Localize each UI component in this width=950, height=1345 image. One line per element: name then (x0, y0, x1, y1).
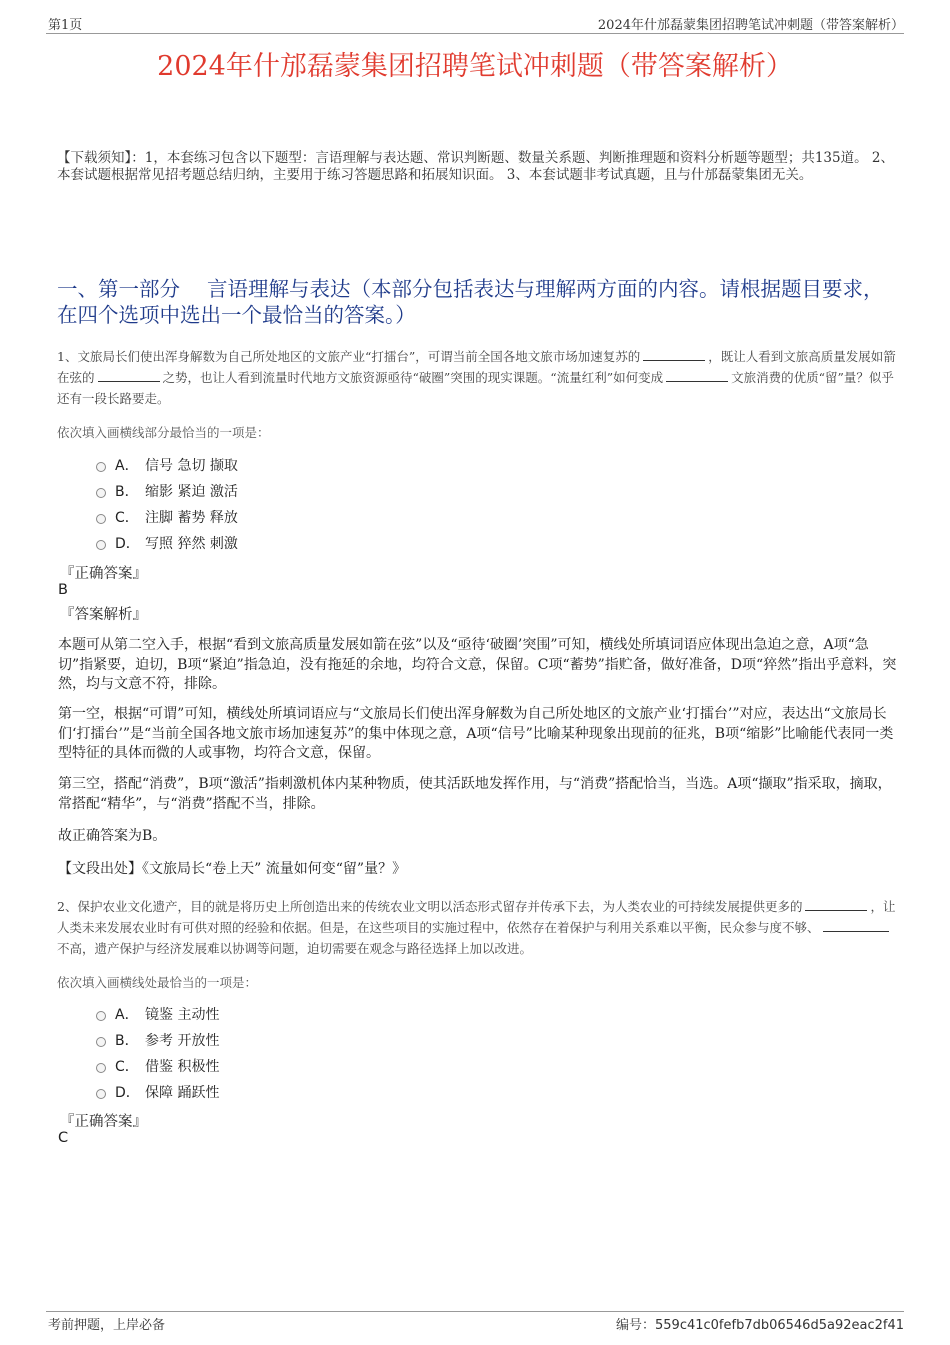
footer-slogan: 考前押题，上岸必备 (48, 1318, 166, 1333)
option-a[interactable]: A． 信号 急切 撷取 (96, 452, 238, 478)
analysis-paragraph: 第三空，搭配“消费”，B项“激活”指刺激机体内某种物质，使其活跃地发挥作用，与“消费”搭配恰当，当选。A项“撷取”指采取，摘取，常搭配“精华”，与“消费”搭配不当，排除。 (58, 776, 892, 812)
answer-label: 『正确答案』 (60, 1114, 147, 1130)
header-divider (46, 33, 904, 34)
page-number: 第1页 (48, 18, 83, 33)
blank-line (643, 348, 705, 361)
blank-line (823, 919, 889, 932)
analysis-label: 『答案解析』 (60, 607, 147, 623)
option-d[interactable]: D． 写照 猝然 刺激 (96, 530, 238, 556)
option-c[interactable]: C． 借鉴 积极性 (96, 1053, 219, 1079)
analysis-paragraph: 第一空，根据“可谓”可知，横线处所填词语应与“文旅局长们使出浑身解数为自己所处地区的文旅产业‘打擂台’”对应，表达出“文旅局长们‘打擂台’”是“当前全国各地文旅市场加速复苏”的集中体现之意，A项“信号”比喻某种现象出现前的征兆，B项“缩影”比喻能代表同一类型特征的具体而微的人或事物，均符合文意，保留。 (58, 706, 894, 761)
radio-icon[interactable] (96, 1089, 106, 1099)
analysis-paragraph: 本题可从第二空入手，根据“看到文旅高质量发展如箭在弦”以及“亟待‘破圈’突围”可知，横线处所填词语应体现出急迫之意，A项“急切”指紧要，迫切，B项“紧迫”指急迫，没有拖延的余地，均符合文意，保留。C项“蓄势”指贮备，做好准备，D项“猝然”指出乎意料，突然，均与文意不符，排除。 (58, 637, 897, 692)
blank-line (666, 369, 728, 382)
footer-divider (46, 1311, 904, 1312)
question-2-prompt: 依次填入画横线处最恰当的一项是： (57, 975, 258, 990)
option-d[interactable]: D． 保障 踊跃性 (96, 1079, 219, 1105)
source-citation: 【文段出处】《文旅局长“卷上天” 流量如何变“留”量？》 (58, 861, 407, 877)
radio-icon[interactable] (96, 1063, 106, 1073)
option-c[interactable]: C． 注脚 蓄势 释放 (96, 504, 238, 530)
question-1-prompt: 依次填入画横线部分最恰当的一项是： (57, 425, 270, 440)
option-b[interactable]: B． 缩影 紧迫 激活 (96, 478, 238, 504)
radio-icon[interactable] (96, 1037, 106, 1047)
section-title: 一、第一部分 言语理解与表达（本部分包括表达与理解两方面的内容。请根据题目要求，在四个选项中选出一个最恰当的答案。） (57, 277, 884, 327)
answer-value: C (58, 1130, 69, 1146)
option-b[interactable]: B． 参考 开放性 (96, 1027, 219, 1053)
radio-icon[interactable] (96, 488, 106, 498)
answer-value: B (58, 582, 68, 598)
answer-label: 『正确答案』 (60, 566, 147, 582)
option-a[interactable]: A． 镜鉴 主动性 (96, 1001, 219, 1027)
radio-icon[interactable] (96, 514, 106, 524)
question-1-options (96, 452, 238, 556)
header-doc-title: 2024年什邡磊蒙集团招聘笔试冲刺题（带答案解析） (597, 18, 904, 33)
blank-line (98, 369, 160, 382)
download-notice: 【下载须知】：1，本套练习包含以下题型：言语理解与表达题、常识判断题、数量关系题、判断推理题和资料分析题等题型；共135道。 2、本套试题根据常见招考题总结归纳，主要用于练习答题思路和拓展知识面。 3、本套试题非考试真题，且与什邡磊蒙集团无关。 (57, 150, 894, 183)
analysis-conclusion: 故正确答案为B。 (58, 828, 167, 844)
question-2-text: 2、保护农业文化遗产，目的就是将历史上所创造出来的传统农业文明以活态形式留存并传承下去，为人类农业的可持续发展提供更多的 ，让人类未来发展农业时有可供对照的经验和依据。但是，在这些项目的实施过程中，依然存在着保护与利用关系难以平衡，民众参与度不够、不高，遗产保护与经济发展难以协调等问题，迫切需要在观念与路径选择上加以改进。 (57, 899, 896, 956)
page-title: 2024年什邡磊蒙集团招聘笔试冲刺题（带答案解析） (157, 51, 793, 82)
radio-icon[interactable] (96, 540, 106, 550)
radio-icon[interactable] (96, 1011, 106, 1021)
question-1-text: 1、文旅局长们使出浑身解数为自己所处地区的文旅产业“打擂台”，可谓当前全国各地文旅市场加速复苏的 ，既让人看到文旅高质量发展如箭在弦的 之势，也让人看到流量时代地方文旅资源亟待“破圈”突围的现实课题。“流量红利”如何变成 文旅消费的优质“留”量？似乎还有一段长路要走。 (57, 349, 896, 406)
question-2-options (96, 1001, 219, 1105)
blank-line (805, 898, 867, 911)
radio-icon[interactable] (96, 462, 106, 472)
footer-code: 编号：559c41c0fefb7db06546d5a92eac2f41 (615, 1318, 904, 1333)
